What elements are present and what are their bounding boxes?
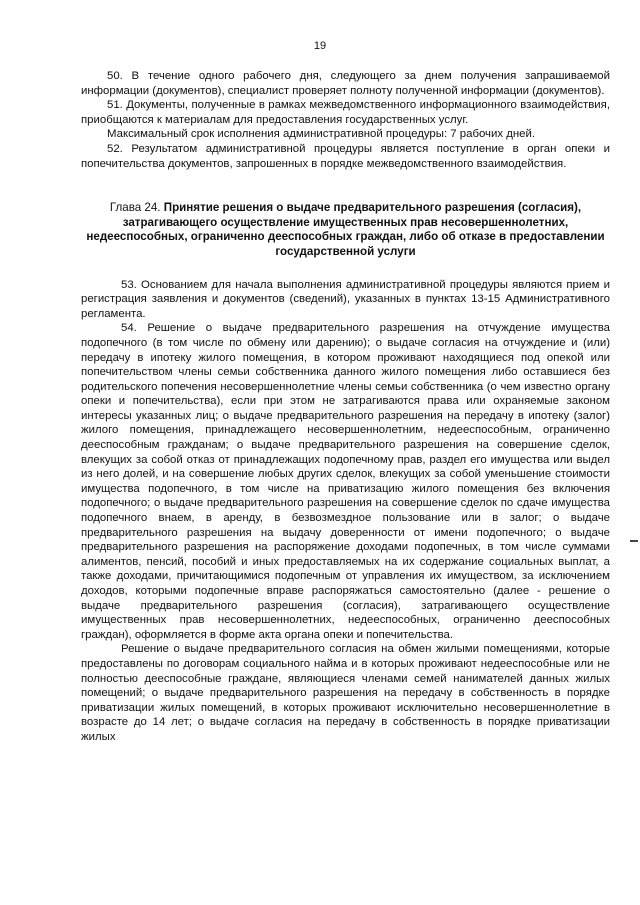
paragraph-51: 51. Документы, полученные в рамках межведомственного информационного взаимодействия, приобщаются к материалам для предоставления государственных услуг.: [81, 99, 610, 126]
paragraph-50: 50. В течение одного рабочего дня, следующего за днем получения запрашиваемой информации (документов), специалист проверяет полноту полученной информации (документов).: [81, 70, 610, 97]
document-body: [81, 69, 610, 745]
chapter-title: Принятие решения о выдаче предварительного разрешения (согласия), затрагивающего осуществление имущественных прав несовершеннолетних, недееспособных, ограниченно дееспособных граждан, либо об отказе в предоставлении государственной услуги: [86, 201, 605, 258]
paragraph-max-term: Максимальный срок исполнения административной процедуры: 7 рабочих дней.: [107, 128, 536, 141]
margin-mark: [630, 540, 638, 542]
paragraph-decision: Решение о выдаче предварительного согласия на обмен жилыми помещениями, которые предоставлены по договорам социального найма и в которых проживают недееспособные или не полностью дееспособные граждане, являющиеся членами семей нанимателей данных жилых помещений; о выдаче предварительного разрешения на передачу в собственность в порядке приватизации жилых помещений, в которых проживают исключительно несовершеннолетние в возрасте до 14 лет; о выдаче согласия на передачу в собственность в порядке приватизации жилых: [81, 643, 610, 743]
paragraph-52: 52. Результатом административной процедуры является поступление в орган опеки и попечительства документов, запрошенных в порядке межведомственного взаимодействия.: [81, 142, 610, 170]
paragraph-53: 53. Основанием для начала выполнения административной процедуры являются прием и регистрация заявления и документов (сведений), указанных в пунктах 13-15 Административного регламента.: [81, 278, 610, 320]
chapter-heading: [81, 201, 610, 259]
page-number: 19: [313, 40, 327, 52]
chapter-number: Глава 24.: [109, 201, 161, 215]
paragraph-54: 54. Решение о выдаче предварительного разрешения на отчуждение имущества подопечного (в том числе по обмену или дарению); о выдаче согласия на отчуждение и (или) передачу в ипотеку жилого помещения, в котором проживают находящиеся под опекой или попечительством члены семьи собственника данного жилого помещения либо оставшиеся без родительского попечения несовершеннолетние члены семьи собственника (о чем известно органу опеки и попечительства), если при этом не затрагиваются права или охраняемые законом интересы указанных лиц; о выдаче предварительного разрешения на передачу в ипотеку (залог) жилого помещения, принадлежащего несовершеннолетним, недееспособным, ограниченно дееспособным гражданам; о выдаче предварительного разрешения на совершение сделок, влекущих за собой отказ от принадлежащих подопечному прав, раздел его имущества или выдел из него долей, и на совершение любых других сделок, влекущих за собой уменьшение стоимости имущества подопечного, в том числе на приватизацию жилого помещения без включения подопечного; о выдаче предварительного разрешения на совершение сделок по сдаче имущества подопечного внаем, в аренду, в безвозмездное пользование или в залог; о выдаче предварительного разрешения на выдачу доверенности от имени подопечного; о выдаче предварительного разрешения на распоряжение доходами подопечных, в том числе суммами алиментов, пенсий, пособий и иных предоставляемых на их содержание социальных выплат, а также доходами, причитающимися подопечным от управления их имуществом, за исключением доходов, которыми подопечные вправе распоряжаться самостоятельно (далее - решение о выдаче предварительного разрешения (согласия), затрагивающего осуществление имущественных прав несовершеннолетних, недееспособных, ограниченно дееспособных граждан), оформляется в форме акта органа опеки и попечительства.: [81, 322, 610, 641]
